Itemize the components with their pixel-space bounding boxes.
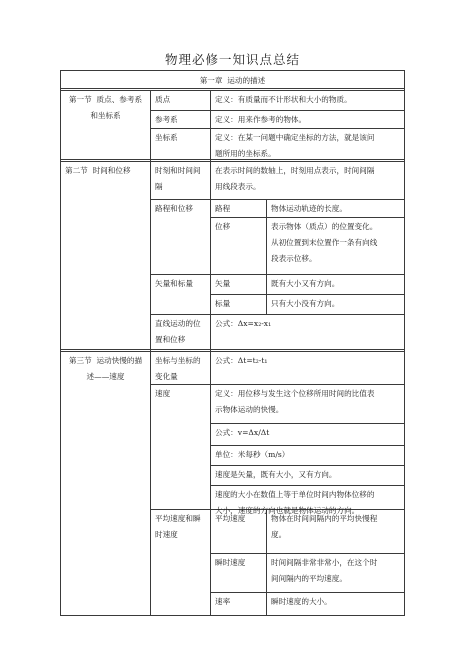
- term-lucheng: 路程: [215, 204, 231, 213]
- formula-sudu: 公式：v=Δx/Δt: [215, 428, 270, 437]
- term-weiyi: 位移: [215, 222, 231, 231]
- term-sulv: 速率: [215, 597, 231, 606]
- def-cankaoxi: 定义：用来作参考的物体。: [215, 115, 307, 124]
- term-zhixian: 直线运动的位 置和位移: [155, 319, 201, 344]
- term-pingjun-shunshi: 平均速度和瞬 时速度: [155, 514, 201, 539]
- def-shunshi: 时间间隔非常非常小，在这个时 间间隔内的平均速度。: [271, 558, 378, 583]
- row-divider: [61, 349, 404, 350]
- def-zhidian: 定义：有质量而不计形状和大小的物质。: [215, 95, 352, 104]
- term-pingjun: 平均速度: [215, 514, 246, 523]
- term-shunshi: 瞬时速度: [215, 558, 246, 567]
- def-shike: 在表示时间的数轴上，时刻用点表示，时间间隔 用线段表示。: [215, 166, 375, 191]
- def-sudu: 定义：用位移与发生这个位移所用时间的比值表 示物体运动的快慢。: [215, 389, 375, 414]
- def-shiliang: 既有大小又有方向。: [271, 279, 340, 288]
- def-lucheng: 物体运动轨迹的长度。: [271, 204, 347, 213]
- vector-sudu: 速度是矢量，既有大小，又有方向。: [215, 470, 337, 479]
- term-shiliang: 矢量: [215, 279, 231, 288]
- term-sudu: 速度: [155, 389, 171, 398]
- term-zhidian: 质点: [155, 95, 171, 104]
- document-title: 物理必修一知识点总结: [164, 52, 300, 67]
- def-weiyi: 表示物体（质点）的位置变化。 从初位置到末位置作一条有向线 段表示位移。: [271, 222, 378, 263]
- def-biaoliang: 只有大小没有方向。: [271, 299, 340, 308]
- def-sulv: 瞬时速度的大小。: [271, 597, 332, 606]
- term-cankaoxi: 参考系: [155, 115, 178, 124]
- def-pingjun: 物体在时间间隔内的平均快慢程 度。: [271, 514, 378, 539]
- section-3-title: 第三节 运动快慢的描 述——速度: [68, 356, 143, 381]
- term-zuobiao-bianhua: 坐标与坐标的 变化量: [155, 356, 201, 381]
- def-zuobiaoxi: 定义：在某一问题中确定坐标的方法，就是该问 题所用的坐标系。: [215, 133, 375, 158]
- section-2-title: 第二节 时间和位移: [65, 166, 131, 175]
- formula-zhixian: 公式：Δx=x₂-x₁: [215, 319, 272, 328]
- term-shiliang-biaoliang: 矢量和标量: [155, 279, 193, 288]
- chapter-title: 第一章 运动的描述: [199, 76, 266, 85]
- term-biaoliang: 标量: [215, 299, 231, 308]
- magnitude-sudu: 速度的大小在数值上等于单位时间内物体位移的 大小，速度的方向也就是物体运动的方向。: [215, 490, 375, 515]
- knowledge-table: [60, 70, 405, 616]
- section-1-title: 第一节 质点、参考系 和坐标系: [68, 95, 143, 120]
- unit-sudu: 单位：米每秒（m/s）: [215, 450, 290, 459]
- formula-zuobiao: 公式：Δt=t₂-t₁: [215, 356, 268, 365]
- term-shike: 时刻和时间间 隔: [155, 166, 201, 191]
- term-lucheng-weiyi: 路程和位移: [155, 204, 193, 213]
- term-zuobiaoxi: 坐标系: [155, 133, 178, 142]
